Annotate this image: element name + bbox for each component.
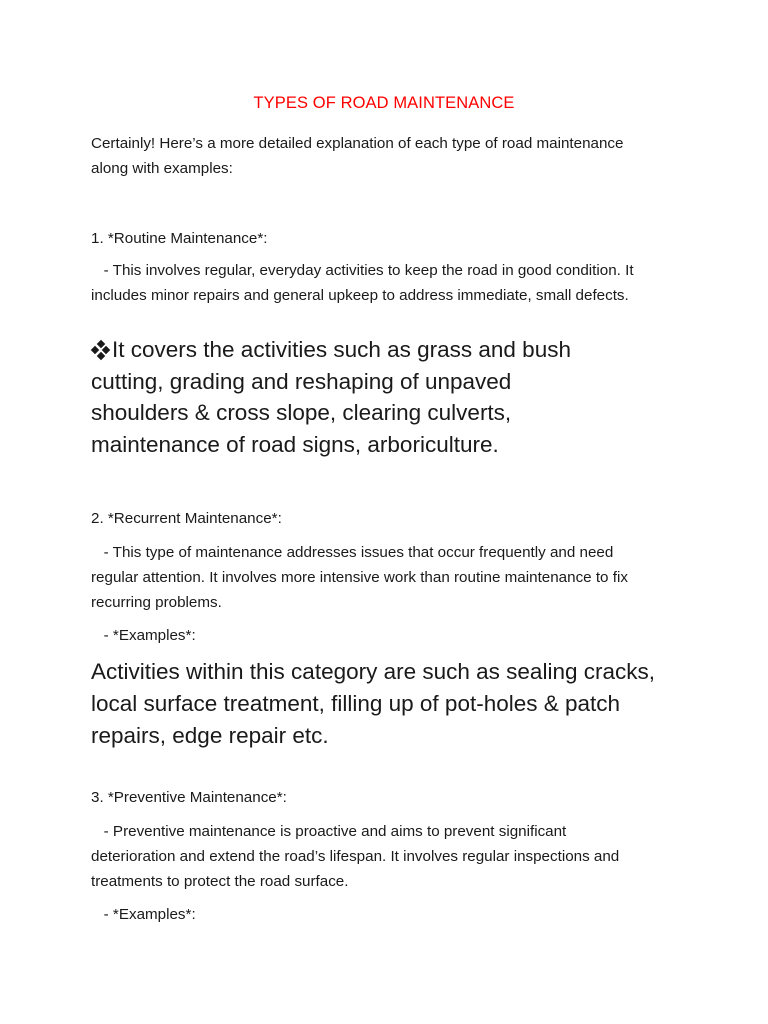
- highlight-line: Activities within this category are such as sealing cracks,: [91, 659, 655, 684]
- highlight-line: cutting, grading and reshaping of unpaved: [91, 368, 512, 394]
- intro-line: along with examples:: [91, 160, 233, 177]
- description-line: - This involves regular, everyday activities to keep the road in good condition. It: [91, 262, 634, 279]
- section-description-recurrent: [91, 540, 691, 615]
- examples-label: - *Examples*:: [91, 627, 196, 644]
- highlight-text: It covers the activities such as grass and bush: [112, 337, 571, 362]
- section-description-preventive: [91, 819, 691, 894]
- intro-paragraph: [91, 131, 691, 181]
- section-heading-recurrent: 2. *Recurrent Maintenance*:: [91, 510, 282, 527]
- description-line: deterioration and extend the road’s lifespan. It involves regular inspections and: [91, 848, 620, 865]
- examples-label: - *Examples*:: [91, 906, 196, 923]
- highlight-line: maintenance of road signs, arboriculture.: [91, 431, 499, 457]
- document-title: TYPES OF ROAD MAINTENANCE: [253, 94, 515, 112]
- description-line: treatments to protect the road surface.: [91, 873, 349, 890]
- description-line: includes minor repairs and general upkeep to address immediate, small defects.: [91, 287, 629, 304]
- intro-line: Certainly! Here’s a more detailed explanation of each type of road maintenance: [91, 135, 624, 152]
- section-heading-routine: 1. *Routine Maintenance*:: [91, 230, 268, 247]
- highlight-line: [91, 334, 571, 366]
- highlight-block-routine: [91, 334, 571, 460]
- section-heading-preventive: 3. *Preventive Maintenance*:: [91, 789, 287, 806]
- description-line: regular attention. It involves more intensive work than routine maintenance to fix: [91, 569, 628, 586]
- highlight-line: shoulders & cross slope, clearing culverts,: [91, 400, 512, 425]
- highlight-block-recurrent: [91, 656, 655, 752]
- description-line: - Preventive maintenance is proactive and aims to prevent significant: [91, 823, 567, 840]
- four-diamond-bullet-icon: [91, 340, 110, 359]
- description-line: - This type of maintenance addresses issues that occur frequently and need: [91, 544, 614, 561]
- description-line: recurring problems.: [91, 594, 222, 611]
- highlight-line: local surface treatment, filling up of pot-holes & patch: [91, 691, 621, 716]
- highlight-line: repairs, edge repair etc.: [91, 723, 329, 748]
- section-description-routine: [91, 258, 691, 308]
